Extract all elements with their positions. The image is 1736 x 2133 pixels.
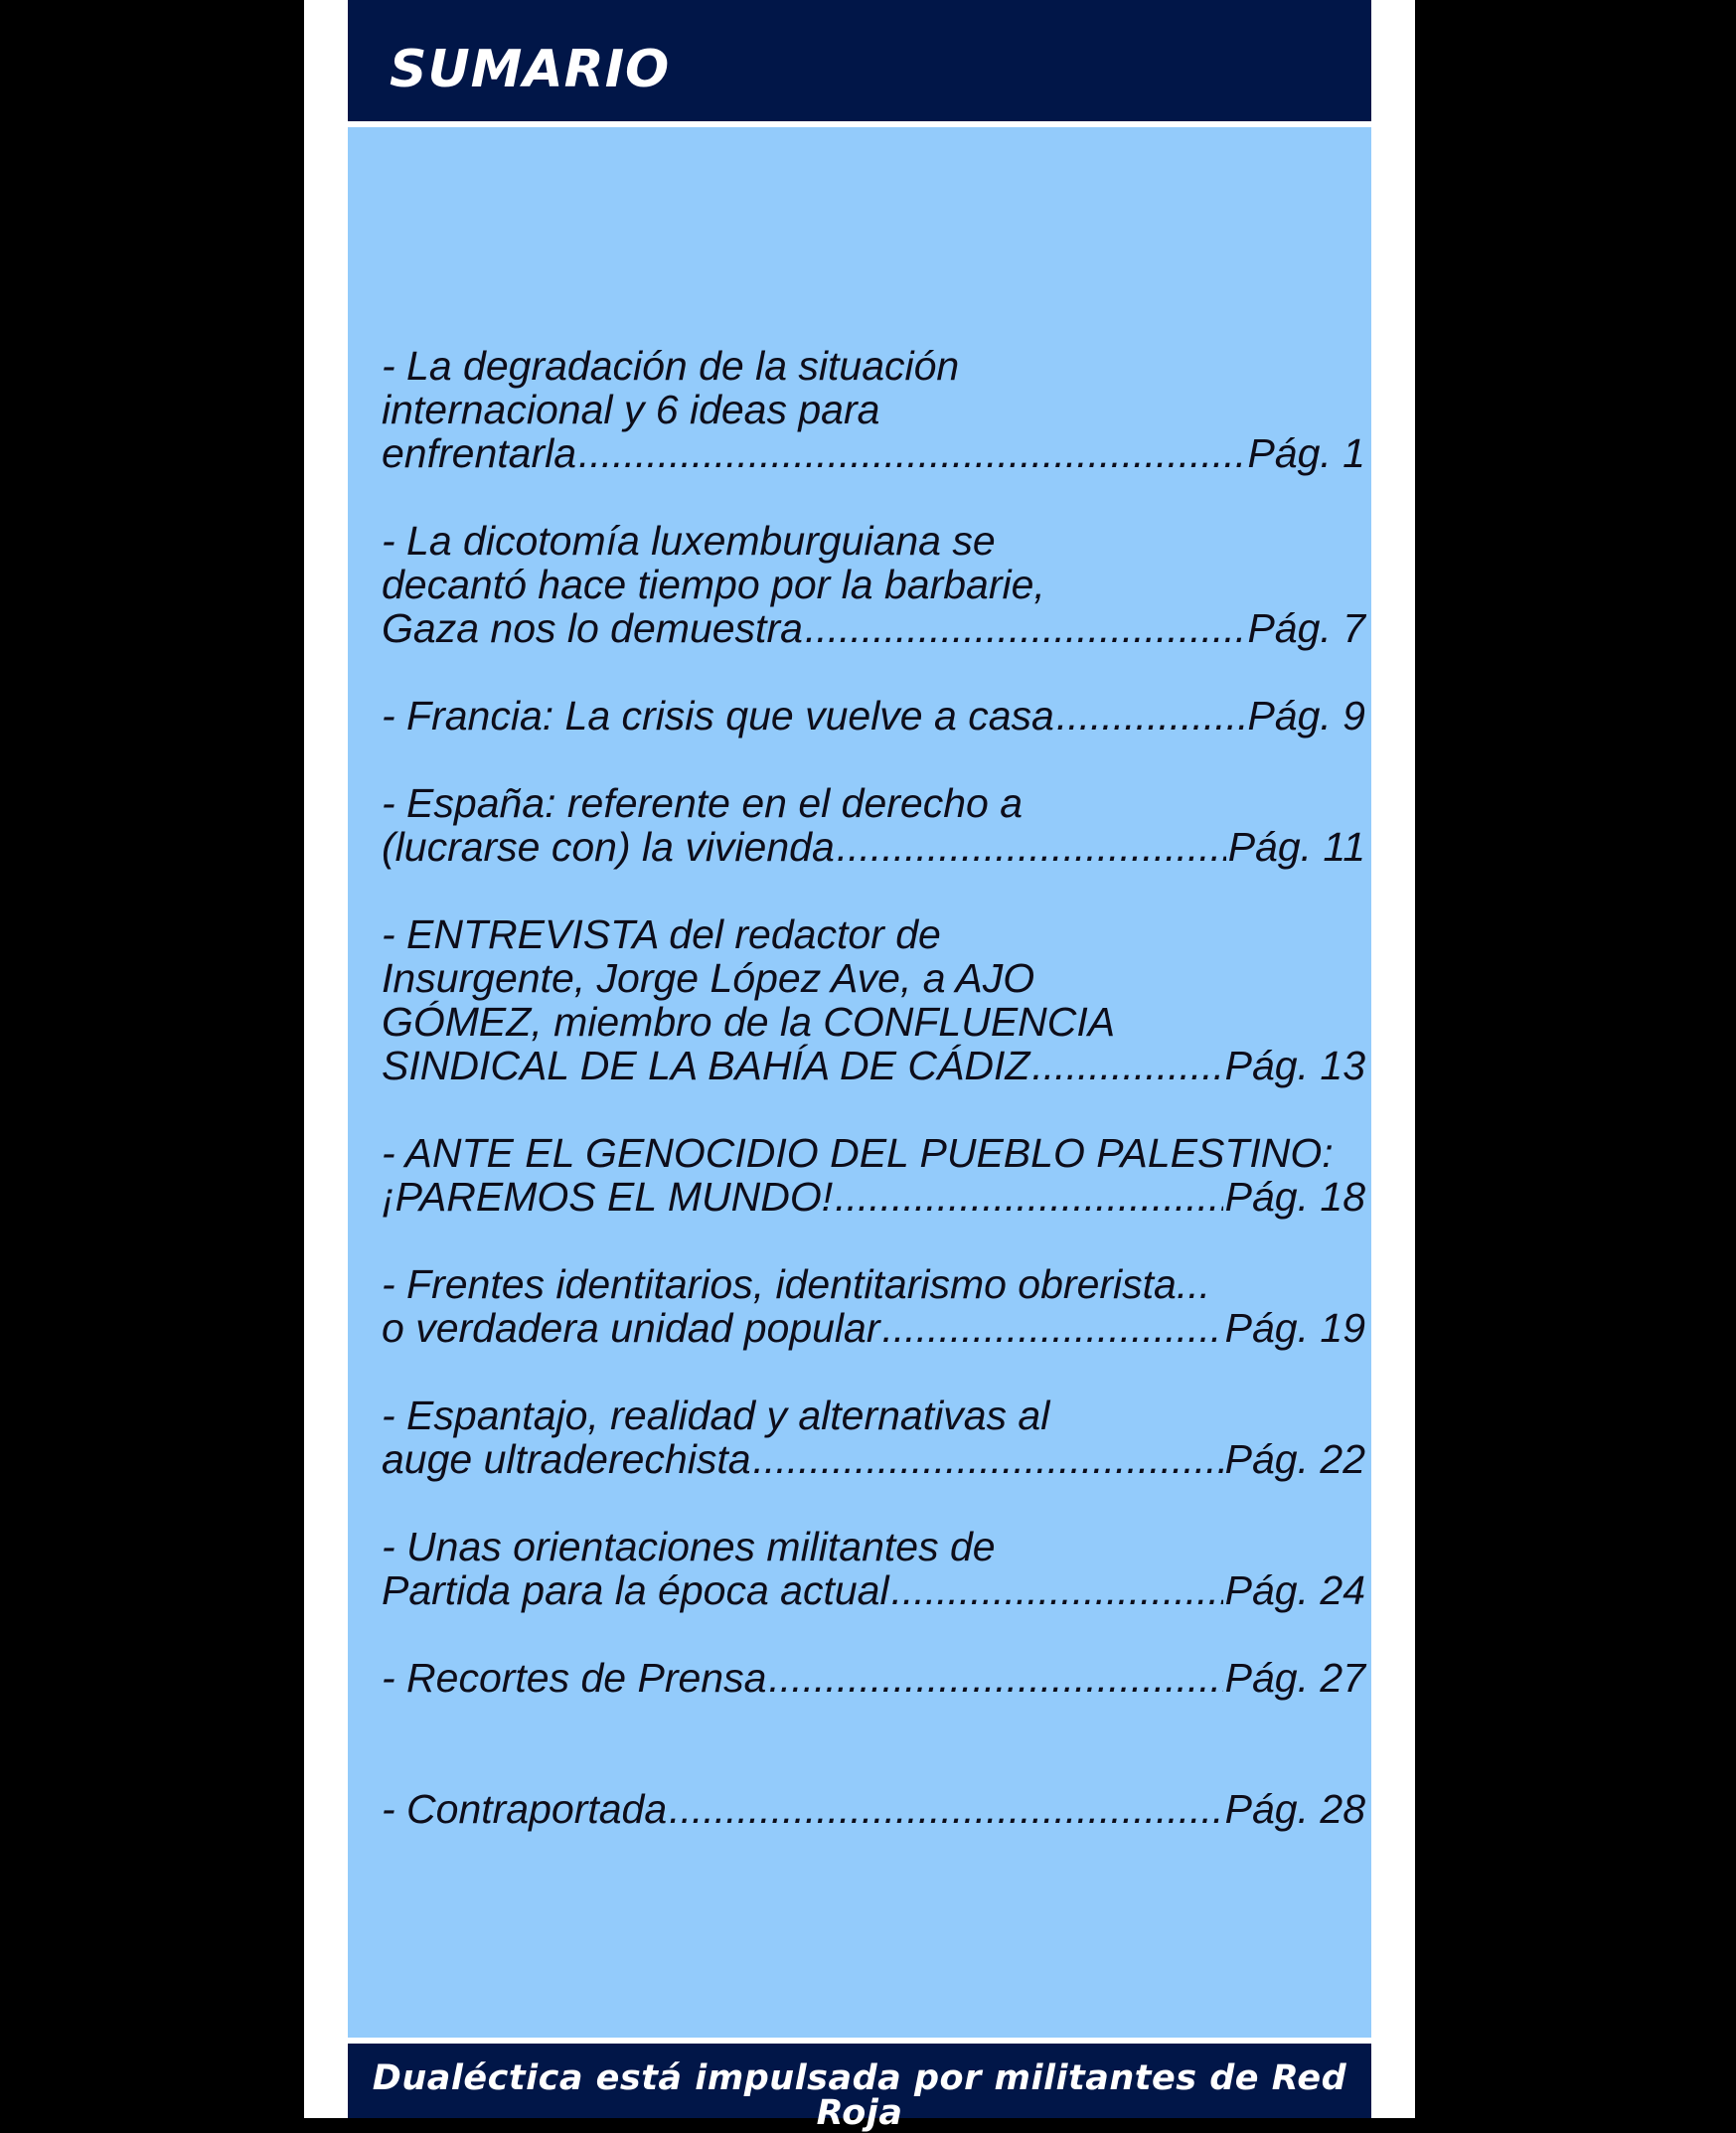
dot-leader	[891, 1568, 1223, 1612]
toc-page-number: Pág. 1	[1247, 430, 1365, 476]
title-bar	[348, 0, 1371, 121]
toc-entry-title-line: (lucrarse con) la vivienda	[382, 824, 835, 870]
toc-page-number: Pág. 11	[1227, 824, 1365, 870]
dot-leader	[578, 431, 1245, 475]
document-page	[304, 0, 1415, 2133]
toc-entry-title-line: - Espantajo, realidad y alternativas al	[382, 1393, 1050, 1438]
toc-page-number: Pág. 27	[1224, 1655, 1365, 1701]
dot-leader	[805, 606, 1246, 650]
toc-entry-title-line: o verdadera unidad popular	[382, 1305, 880, 1351]
toc-page-number: Pág. 28	[1224, 1786, 1365, 1832]
toc-page-number: Pág. 18	[1224, 1174, 1365, 1220]
toc-page-number: Pág. 13	[1224, 1043, 1365, 1088]
toc-entry-title-line: internacional y 6 ideas para	[382, 387, 880, 432]
toc-entry-title-line: - Unas orientaciones militantes de	[382, 1524, 996, 1569]
dot-leader	[1056, 694, 1246, 738]
toc-entry[interactable]	[348, 1656, 1371, 1700]
dot-leader	[882, 1306, 1223, 1350]
toc-list	[348, 344, 1371, 1875]
toc-entry-final-line	[382, 1306, 1365, 1350]
toc-entry-title-line: Partida para la época actual	[382, 1567, 889, 1613]
toc-entry-final-line	[382, 1787, 1365, 1831]
dot-leader	[1031, 1044, 1222, 1087]
footer-text: Dualéctica está impulsada por militantes de Red Roja	[372, 2058, 1347, 2133]
toc-entry-final-line	[382, 1044, 1365, 1087]
toc-entry-final-line	[382, 694, 1365, 738]
toc-entry-title-line: auge ultraderechista	[382, 1436, 751, 1482]
dot-leader	[669, 1787, 1222, 1831]
page-title: SUMARIO	[390, 40, 671, 99]
footer-bar	[348, 2044, 1371, 2133]
toc-entry-final-line	[382, 606, 1365, 650]
toc-entry-title-line: - Frentes identitarios, identitarismo obrerista...	[382, 1261, 1210, 1307]
toc-page-number: Pág. 19	[1224, 1305, 1365, 1351]
toc-page-number: Pág. 9	[1247, 693, 1365, 738]
toc-entry-title-line: enfrentarla	[382, 430, 577, 476]
toc-entry-title-line: - España: referente en el derecho a	[382, 780, 1024, 826]
toc-entry[interactable]	[348, 1394, 1371, 1481]
toc-page-number: Pág. 22	[1224, 1436, 1365, 1482]
table-of-contents	[348, 127, 1371, 2038]
dot-leader	[768, 1656, 1222, 1700]
toc-entry[interactable]	[348, 344, 1371, 475]
toc-entry-title-line: decantó hace tiempo por la barbarie,	[382, 562, 1045, 607]
toc-entry-title-line: SINDICAL DE LA BAHÍA DE CÁDIZ	[382, 1043, 1030, 1088]
toc-entry[interactable]	[348, 1131, 1371, 1219]
toc-entry-title-line: Insurgente, Jorge López Ave, a AJO	[382, 955, 1035, 1001]
toc-page-number: Pág. 7	[1247, 605, 1365, 651]
toc-entry-final-line	[382, 1437, 1365, 1481]
toc-entry[interactable]	[348, 519, 1371, 650]
toc-page-number: Pág. 24	[1224, 1567, 1365, 1613]
dot-leader	[835, 1175, 1223, 1219]
toc-entry-final-line	[382, 1175, 1365, 1219]
toc-entry-title-line: ¡PAREMOS EL MUNDO!	[382, 1174, 834, 1220]
toc-entry-title-line: - Contraportada	[382, 1786, 668, 1832]
dot-leader	[753, 1437, 1223, 1481]
toc-entry-final-line	[382, 1568, 1365, 1612]
toc-entry-title-line: - La degradación de la situación	[382, 343, 960, 389]
toc-entry-title-line: Gaza nos lo demuestra	[382, 605, 803, 651]
toc-entry-title-line: GÓMEZ, miembro de la CONFLUENCIA	[382, 999, 1116, 1045]
toc-entry[interactable]	[348, 694, 1371, 738]
toc-entry[interactable]	[348, 781, 1371, 869]
dot-leader	[837, 825, 1226, 869]
toc-entry-final-line	[382, 825, 1365, 869]
toc-entry-title-line: - ENTREVISTA del redactor de	[382, 911, 941, 957]
toc-entry[interactable]	[348, 1787, 1371, 1831]
toc-entry[interactable]	[348, 912, 1371, 1087]
toc-entry-final-line	[382, 431, 1365, 475]
toc-entry-title-line: - Francia: La crisis que vuelve a casa	[382, 693, 1054, 738]
toc-entry-title-line: - La dicotomía luxemburguiana se	[382, 518, 996, 564]
toc-entry-title-line: - ANTE EL GENOCIDIO DEL PUEBLO PALESTINO:	[382, 1130, 1334, 1176]
toc-entry-final-line	[382, 1656, 1365, 1700]
toc-entry[interactable]	[348, 1262, 1371, 1350]
toc-entry-title-line: - Recortes de Prensa	[382, 1655, 767, 1701]
toc-entry[interactable]	[348, 1525, 1371, 1612]
